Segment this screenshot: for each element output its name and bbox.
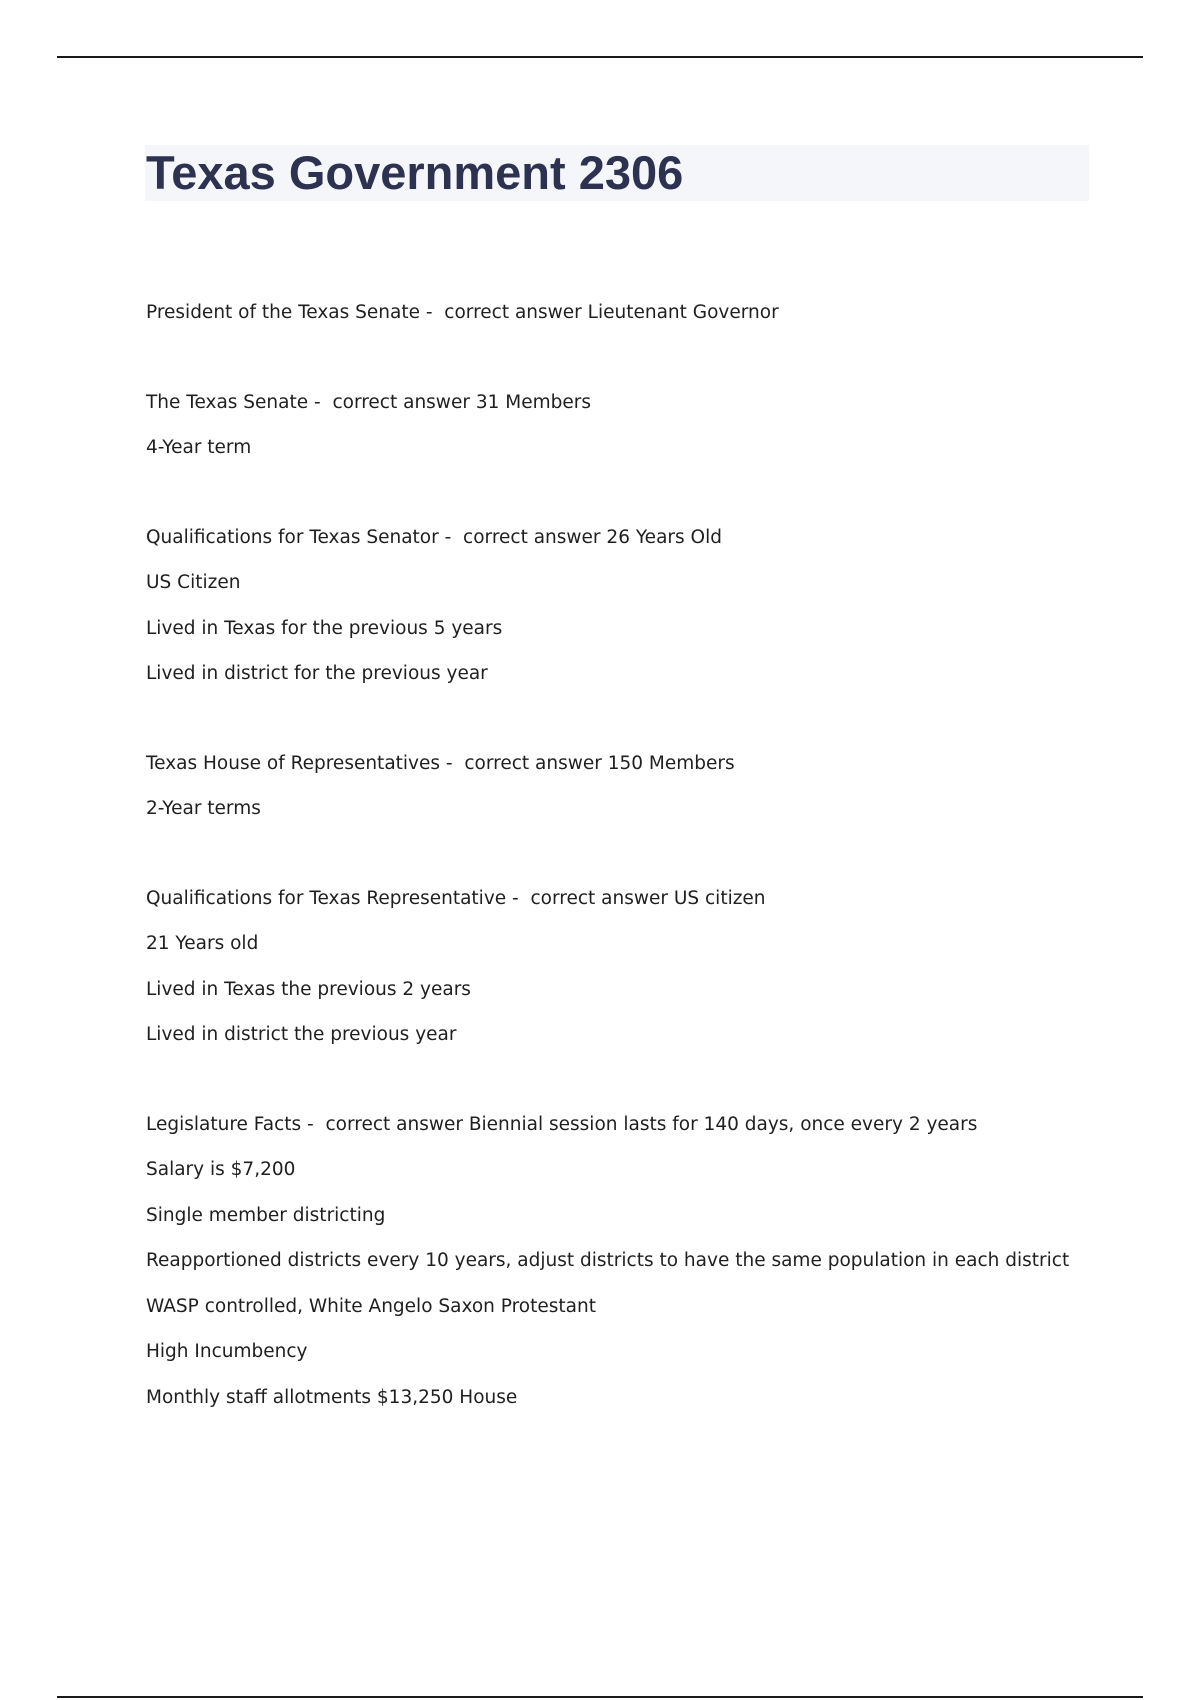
answer-text: US citizen — [673, 887, 766, 909]
question-line — [146, 876, 1106, 922]
answer-detail-line: 2-Year terms — [146, 798, 261, 819]
answer-text: 26 Years Old — [606, 526, 722, 548]
answer-text: Biennial session lasts for 140 days, once every 2 years — [468, 1113, 978, 1135]
question-line — [146, 515, 1106, 561]
answer-marker: correct answer — [444, 302, 582, 323]
question-text: Qualifications for Texas Representative - — [146, 887, 519, 909]
answer-marker: correct answer — [530, 887, 668, 909]
answer-text: 150 Members — [607, 752, 735, 774]
flashcard-entry — [146, 876, 1106, 1058]
answer-detail-line: Salary is $7,200 — [146, 1159, 296, 1180]
flashcard-entry — [146, 515, 1106, 697]
question-line — [146, 741, 1106, 787]
question-line — [146, 1102, 1106, 1148]
answer-detail-line: WASP controlled, White Angelo Saxon Protestant — [146, 1295, 596, 1317]
question-line — [146, 380, 1106, 426]
question-text: Legislature Facts - — [146, 1113, 314, 1135]
question-line — [146, 290, 1106, 336]
flashcard-entry — [146, 380, 1106, 471]
answer-marker: correct answer — [463, 526, 601, 548]
answer-marker: correct answer — [332, 391, 470, 413]
bottom-divider — [57, 1696, 1143, 1698]
flashcard-entry — [146, 290, 1106, 336]
question-text: Qualifications for Texas Senator - — [146, 526, 452, 548]
answer-text: 31 Members — [475, 391, 591, 413]
question-text: The Texas Senate - — [146, 391, 321, 413]
answer-detail-line: Reapportioned districts every 10 years, adjust districts to have the same population in each district — [146, 1250, 1070, 1271]
answer-text: Lieutenant Governor — [587, 302, 779, 323]
answer-detail-line: High Incumbency — [146, 1341, 308, 1362]
answer-marker: correct answer — [325, 1113, 463, 1135]
answer-detail-line: Lived in district for the previous year — [146, 663, 488, 684]
flashcard-entry — [146, 741, 1106, 832]
answer-detail-line: Lived in Texas the previous 2 years — [146, 978, 471, 1000]
flashcard-entry — [146, 1102, 1106, 1421]
answer-marker: correct answer — [464, 752, 602, 774]
answer-detail-line: Lived in Texas for the previous 5 years — [146, 617, 503, 639]
page-title: Texas Government 2306 — [146, 146, 684, 199]
flashcard-list — [146, 290, 1106, 1464]
answer-detail-line: 21 Years old — [146, 933, 259, 954]
question-text: Texas House of Representatives - — [146, 752, 453, 774]
top-divider — [57, 56, 1143, 58]
answer-detail-line: Monthly staff allotments $13,250 House — [146, 1386, 518, 1408]
answer-detail-line: 4-Year term — [146, 437, 252, 458]
answer-detail-line: Single member districting — [146, 1204, 386, 1226]
answer-detail-line: Lived in district the previous year — [146, 1024, 457, 1045]
question-text: President of the Texas Senate - — [146, 302, 433, 323]
answer-detail-line: US Citizen — [146, 572, 241, 593]
